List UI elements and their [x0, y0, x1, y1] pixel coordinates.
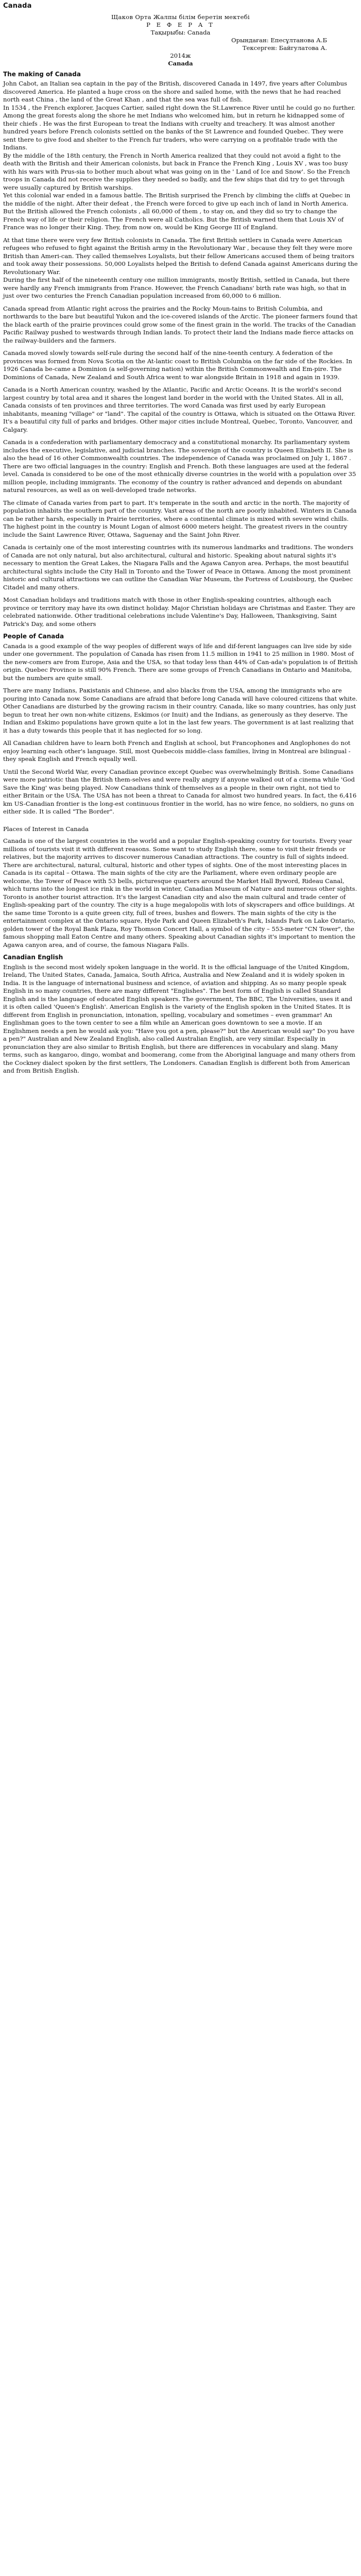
section-making-of-canada [3, 71, 358, 629]
section-people-of-canada [3, 633, 358, 816]
section-heading: People of Canada [3, 633, 64, 640]
paragraph: The climate of Canada varies from part to part. It's temperate in the south and arctic in the north. The majority of population inhabits the southern part of the country. Vast areas of the north are poorly inhabited. Winters in Canada can be rather harsh, especially in Prairie territories, where a continental climate is mixed with severe wind chills. The highest point in the country is Mount Logan of almost 6000 meters height. The greatest rivers in the country include the Saint Lawrence River, Ottawa, Saguenay and the Saint John River. [3, 499, 357, 538]
paragraph: Canada is a good example of the way peoples of different ways of life and dif-ferent languages can live side by side under one government. The population of Canada has risen from 11.5 million in 1941 to 25 million in 1980. Most of the new-comers are from Europe, Asia and the USA, so that today less than 44% of Can-ada's population is of British origin. Quebec Province is still 90% French. There are some groups of French Canadians in Ontario and Manitoba, but the numbers are quite small. [3, 642, 358, 682]
paragraph: English is the second most widely spoken language in the world. It is the official language of the United Kingdom, Ireland, The United States, Canada, Jamaica, South Africa, Australia and New Zealand and it is widely spoken in India. It is the language of international business and science, of aviation and shipping. As so many people speak English in so many countries, there are many different "Englishes". The best form of English is called Standard English and is the language of educated English speakers. The government, The BBC, The Universities, uses it and it is often called 'Queen's English'. American English is the variety of the English spoken in the United States. It is different from English in pronunciation, intonation, spelling, vocabulary and sometimes – even grammar! An Englishman goes to the town center to see a film while an American goes downtown to see a movie. If an Englishmen needs a pen he would ask you: "Have you got a pen, please?" but the American would say" Do you have a pen?" Australian and New Zealand English, also called Australian English, are very similar. Especially in pronunciation they are also similar to British English, but there are differences in vocabulary and slang. Many terms, such as kangaroo, dingo, wombat and boomerang, come from the Aboriginal language and many others from the Cockney dialect spoken by the first settlers, The Londoners. Canadian English is different both from American and from British English. [3, 963, 355, 1074]
reviewer-line: Тексерген: Байгулатова А. [242, 44, 327, 52]
country-line: Canada [168, 59, 193, 67]
paragraph: Canada spread from Atlantic right across the prairies and the Rocky Moun-tains to British Columbia, and northwards to the bare but beautiful Yukon and the ice-covered islands of the Arctic. The pioneer farmers found that the black earth of the prairie provinces could grow some of the finest grain in the world. The tracks of the Canadian Pacific Railway pushed to westwards through Indian lands. To protect their land the Indians made fierce attacks on the railway-builders and the farmers. [3, 304, 358, 344]
topic-line: Тақырыбы: Canada [150, 28, 211, 36]
document [3, 2, 358, 1075]
paragraph: At that time there were very few British colonists in Canada. The first British settlers in Canada were American refugees who refused to fight against the British army in the Revolutionary War , because they felt they were more British than Ameri-can. They called themselves Loyalists, but their fellow Americans accused them of being traitors and took away their possessions. 50,000 Loyalists helped the British to defend Canada against Americans during the Revolutionary War. During the first half of the nineteenth century one million immigrants, mostly British, settled in Canada, but there were hardly any French immigrants from France. However, the French Canadians' birth rate was high, so that in just over two centuries the French Canadian population increased from 60,000 to 6 million. [3, 236, 358, 299]
paragraph: Canada is a confederation with parliamentary democracy and a constitutional monarchy. Its parliamentary system includes the executive, legislative, and judicial branches. The sovereign of the country is Queen Elizabeth II. She is also the head of 16 other Commonwealth countries. The independence of Canada was proclaimed on July 1, 1867 . There are two official languages in the country: English and French. Both these languages are used at the federal level. Canada is considered to be one of the most ethnically diverse countries in the world with a population over 35 million people, including immigrants. The economy of the country is rather advanced and depends on abundant natural resources, as well as on well-developed trade networks. [3, 438, 356, 494]
author-line: Орындаған: Епесұлтанова А.Б [231, 36, 327, 44]
paragraph: Canada is one of the largest countries in the world and a popular English-speaking country for tourists. Every year millions of tourists visit it with different reasons. Some want to study English there, some to visit their friends or relatives, but the majority arrives to discover numerous Canadian attractions. The country is full of sights indeed. There are architectural, natural, cultural, historic and other types of sights. One of the most interesting places in Canada is its capital – Ottawa. The main sights of the city are the Parliament, where even ordinary people are welcome, the Tower of Peace with 53 bells, picturesque quarters around the Market Hall Byword, Rideau Canal, which turns into the longest ice rink in the world in winter, Canadian Museum of Nature and numerous other sights. Toronto is another tourist attraction. It's the largest Canadian city and also the main cultural and trade center of English-speaking part of the country. The city is a huge megalopolis with lots of skyscrapers and office buildings. At the same time Toronto is a quite green city, full of trees, bushes and flowers. The main sights of the city is the entertainment complex at the Ontario square, Hyde Park and Queen Elizabeth's Park, Islands Park on Lake Ontario, golden tower of the Royal Bank Plaza, Roy Thomson Concert Hall, a symbol of the city – 553-meter "CN Tower", the famous shopping mall Eaton Centre and many others. Speaking about Canadian sights it's important to mention the Agawa canyon area, and of course, the famous Niagara Falls. [3, 837, 357, 948]
school-name: Щаков Орта Жалпы білім беретін мектебі [111, 13, 250, 21]
paragraph: Canada is certainly one of the most interesting countries with its numerous landmarks and traditions. The wonders of Canada are not only natural, but also architectural, cultural and historic. Speaking about natural sights it's necessary to mention the Great Lakes, the Niagara Falls and the Agawa Canyon area. Perhaps, the most beautiful architectural sights include the City Hall in Toronto and the Tower of Peace in Ottawa. Among the most prominent historic and cultural attractions we can outline the Canadian War Museum, the Fortress of Louisbourg, the Quebec Citadel and many others. [3, 544, 354, 591]
section-places-of-interest [3, 825, 358, 950]
section-heading: Canadian English [3, 954, 63, 961]
paragraph: Until the Second World War, every Canadian province except Quebec was overwhelmingly British. Some Canadians were more patriotic than the British them-selves and were really angry if anyone walked out of a cinema while 'God Save the King' was being played. Now Canadians think of themselves as a people in their own right, not tied to either Britain or the USA. The USA has not been a threat to Canada for almost two hundred years. In fact, the 6,416 km US-Canadian frontier is the long-est continuous frontier in the world, has no wire fence, no soldiers, no guns on either side. It is called "The Border". [3, 768, 357, 815]
section-canadian-english [3, 954, 358, 1075]
paragraph: There are many Indians, Pакistanis and Chinese, and also blacks from the USA, among the immigrants who are pouring into Canada now. Some Canadians are afraid that before long Canada will have coloured citizens that white. Other Canadians are disturbed by the growing racism in their country. Canada, like so many countries, has only just begun to treat her own non-white citizens, Eskimos (or Inuit) and the Indians, as generously as they deserve. The Indian and Eskimo populations have grown quite a lot in the last few years. The government is at last realizing that it has a duty towards this people that it has neglected for so long. [3, 687, 358, 734]
section-heading: Places of Interest in Canada [3, 825, 89, 833]
year-line: 2014ж [170, 52, 191, 59]
paragraph: Canada is a North American country, washed by the Atlantic, Pacific and Arctic Oceans. It is the world's second largest country by total area and it shares the longest land border in the world with the United States. All in all, Canada consists of ten provinces and three territories. The word Canada was first used by early European inhabitants, meaning "village" or "land". The capital of the country is Ottawa, which is situated on the Ottawa River. It's a beautiful city full of parks and bridges. Other major cities include Montreal, Quebec, Toronto, Vancouver, and Calgary. [3, 386, 356, 433]
document-title: Canada [3, 2, 32, 10]
paragraph: Most Canadian holidays and traditions match with those in other English-speaking countries, although each province or territory may have its own distinct holiday. Major Christian holidays are Christmas and Easter. They are celebrated nationwide. Other traditional celebrations include Valentine's Day, Halloween, Thanksgiving, Saint Patrick's Day, and some others [3, 596, 355, 628]
paragraph: All Canadian children have to learn both French and English at school, but Francophones and Anglophones do not enjoy learning each other's language. Still, most Quebecois middle-class families, living in Montreal are bilingual - they speak English and French equally well. [3, 739, 351, 762]
section-heading: The making of Canada [3, 70, 81, 78]
paragraph: John Cabot, an Italian sea captain in the pay of the British, discovered Canada in 1497, five years after Columbus discovered America. He planted a huge cross on the shore and sailed home, with the news that he had reached north east China , the land of the Great Khan , and that the sea was full of fish. In 1534 , the French explorer, Jacques Cartier, sailed right down the St.Lawrence River until he could go no further. Among the great forests along the shore he met Indians who welcomed him, but in return he kidnapped some of their chiefs . He was the first European to treat the Indians with cruelty and treachery. It was almost another hundred years before French colonists settled on the banks of the St Lawrence and founded Quebec. They were sent there to give food and shelter to the French fur traders, who were carrying on a profitable trade with the Indians. By the middle of the 18th century, the French in North America realized that they could not avoid a fight to the death with the British and their American colonists, but back in France the French King , Louis XV , was too busy with his wars with Prus-sia to bother much about what was going on in the ' Land of Ice and Snow'. So the French troops in Canada did not receive the supplies they needed so badly, and the few ships that did try to get through were usually captured by British warships. Yet this colonial war ended in a famous battle. The British surprised the French by climbing the cliffs at Quebec in the middle of the night. After their defeat , the French were forced to give up each inch of land in North America. But the British allowed the French colonists , all 60,000 of them , to stay on, and they did so try to change the French way of life or their religion. The French were all Catholics. But the British warned them that Louis XV of France was no longer their King. They, from now on, would be King George III of England. [3, 80, 356, 231]
referat-label: Р Е Ф Е Р А Т [146, 21, 215, 28]
paragraph: Canada moved slowly towards self-rule during the second half of the nine-teenth century. A federation of the provinces was formed from Nova Scotia on the At-lantic coast to British Columbia on the far side of the Rockies. In 1926 Canada be-came a Dominion (a self-governing nation) within the British Commonwealth and Em-pire. The Dominions of Canada, New Zealand and South Africa went to war alongside Britain in 1918 and again in 1939. [3, 349, 352, 381]
title-page-header [3, 13, 358, 67]
